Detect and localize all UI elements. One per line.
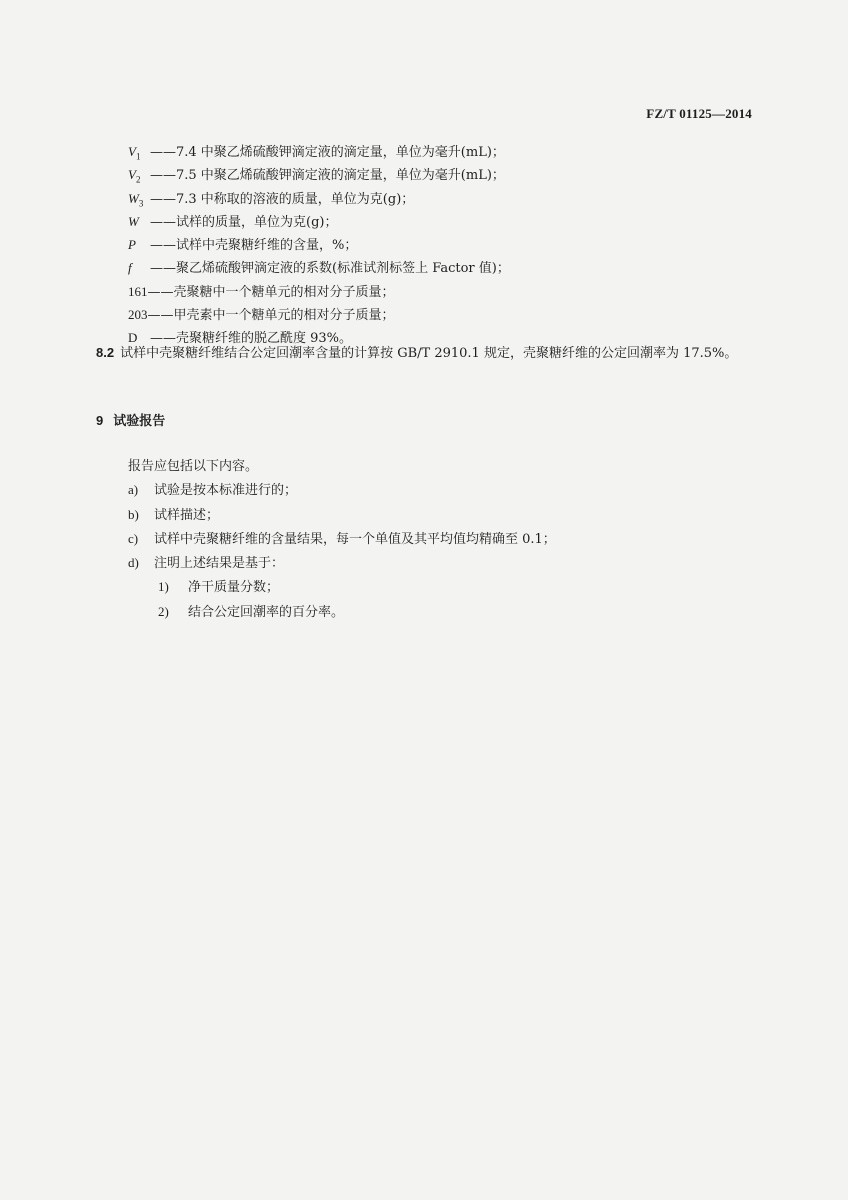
- definition-text: ——聚乙烯硫酸钾滴定液的系数(标准试剂标签上 Factor 值)；: [150, 261, 510, 277]
- symbol: f: [128, 260, 132, 276]
- definition-text: ——壳聚糖中一个糖单元的相对分子质量；: [147, 284, 395, 300]
- symbol: P: [128, 237, 136, 253]
- definition-row: [128, 187, 768, 210]
- list-item: b) 试样描述；: [128, 506, 220, 523]
- symbol: 203: [128, 307, 148, 323]
- list-item: c) 试样中壳聚糖纤维的含量结果，每一个单值及其平均值均精确至 0.1；: [128, 530, 556, 547]
- definition-row: [128, 163, 768, 186]
- definition-text: ——7.5 中聚乙烯硫酸钾滴定液的滴定量，单位为毫升(mL)；: [150, 168, 505, 184]
- section-number: 9: [96, 413, 104, 428]
- list-item: d) 注明上述结果是基于：: [128, 555, 285, 572]
- sub-list-item: 2) 结合公定回潮率的百分率。: [158, 603, 345, 620]
- definition-row: [128, 280, 768, 303]
- definition-row: [128, 140, 768, 163]
- definition-row: [128, 210, 768, 233]
- definition-text: ——壳聚糖纤维的脱乙酰度 93%。: [150, 331, 353, 347]
- symbol: 161: [128, 283, 148, 299]
- definition-text: ——7.4 中聚乙烯硫酸钾滴定液的滴定量，单位为毫升(mL)；: [150, 145, 505, 160]
- standard-code: FZ/T 01125—2014: [646, 106, 752, 121]
- clause-text: 试样中壳聚糖纤维结合公定回潮率含量的计算按 GB/T 2910.1 规定，壳聚糖纤维的公定回潮率为 17.5%。: [120, 346, 738, 361]
- definition-text: ——试样的质量，单位为克(g)；: [150, 214, 338, 230]
- report-intro: 报告应包括以下内容。: [128, 459, 259, 474]
- symbol: D: [128, 330, 138, 346]
- definition-text: ——试样中壳聚糖纤维的含量，%；: [150, 238, 358, 254]
- symbol: $W_3$: [128, 190, 144, 209]
- symbol: $V_2$: [128, 167, 141, 185]
- definition-text: ——甲壳素中一个糖单元的相对分子质量；: [147, 308, 395, 324]
- symbol: W: [128, 213, 139, 229]
- clause-number: 8.2: [96, 345, 115, 360]
- definition-text: ——7.3 中称取的溶液的质量，单位为克(g)；: [150, 191, 415, 207]
- definition-row: [128, 256, 768, 279]
- list-item: a) 试验是按本标准进行的；: [128, 482, 298, 499]
- definition-row: [128, 303, 768, 326]
- section-title: 试验报告: [113, 413, 166, 428]
- symbol-definitions: [128, 140, 768, 350]
- definition-row: [128, 233, 768, 256]
- sub-list-item: 1) 净干质量分数；: [158, 579, 280, 596]
- clause-8-2: [96, 341, 756, 366]
- symbol: $V_1$: [128, 144, 141, 162]
- section-heading: [96, 410, 165, 429]
- report-contents: [128, 455, 748, 624]
